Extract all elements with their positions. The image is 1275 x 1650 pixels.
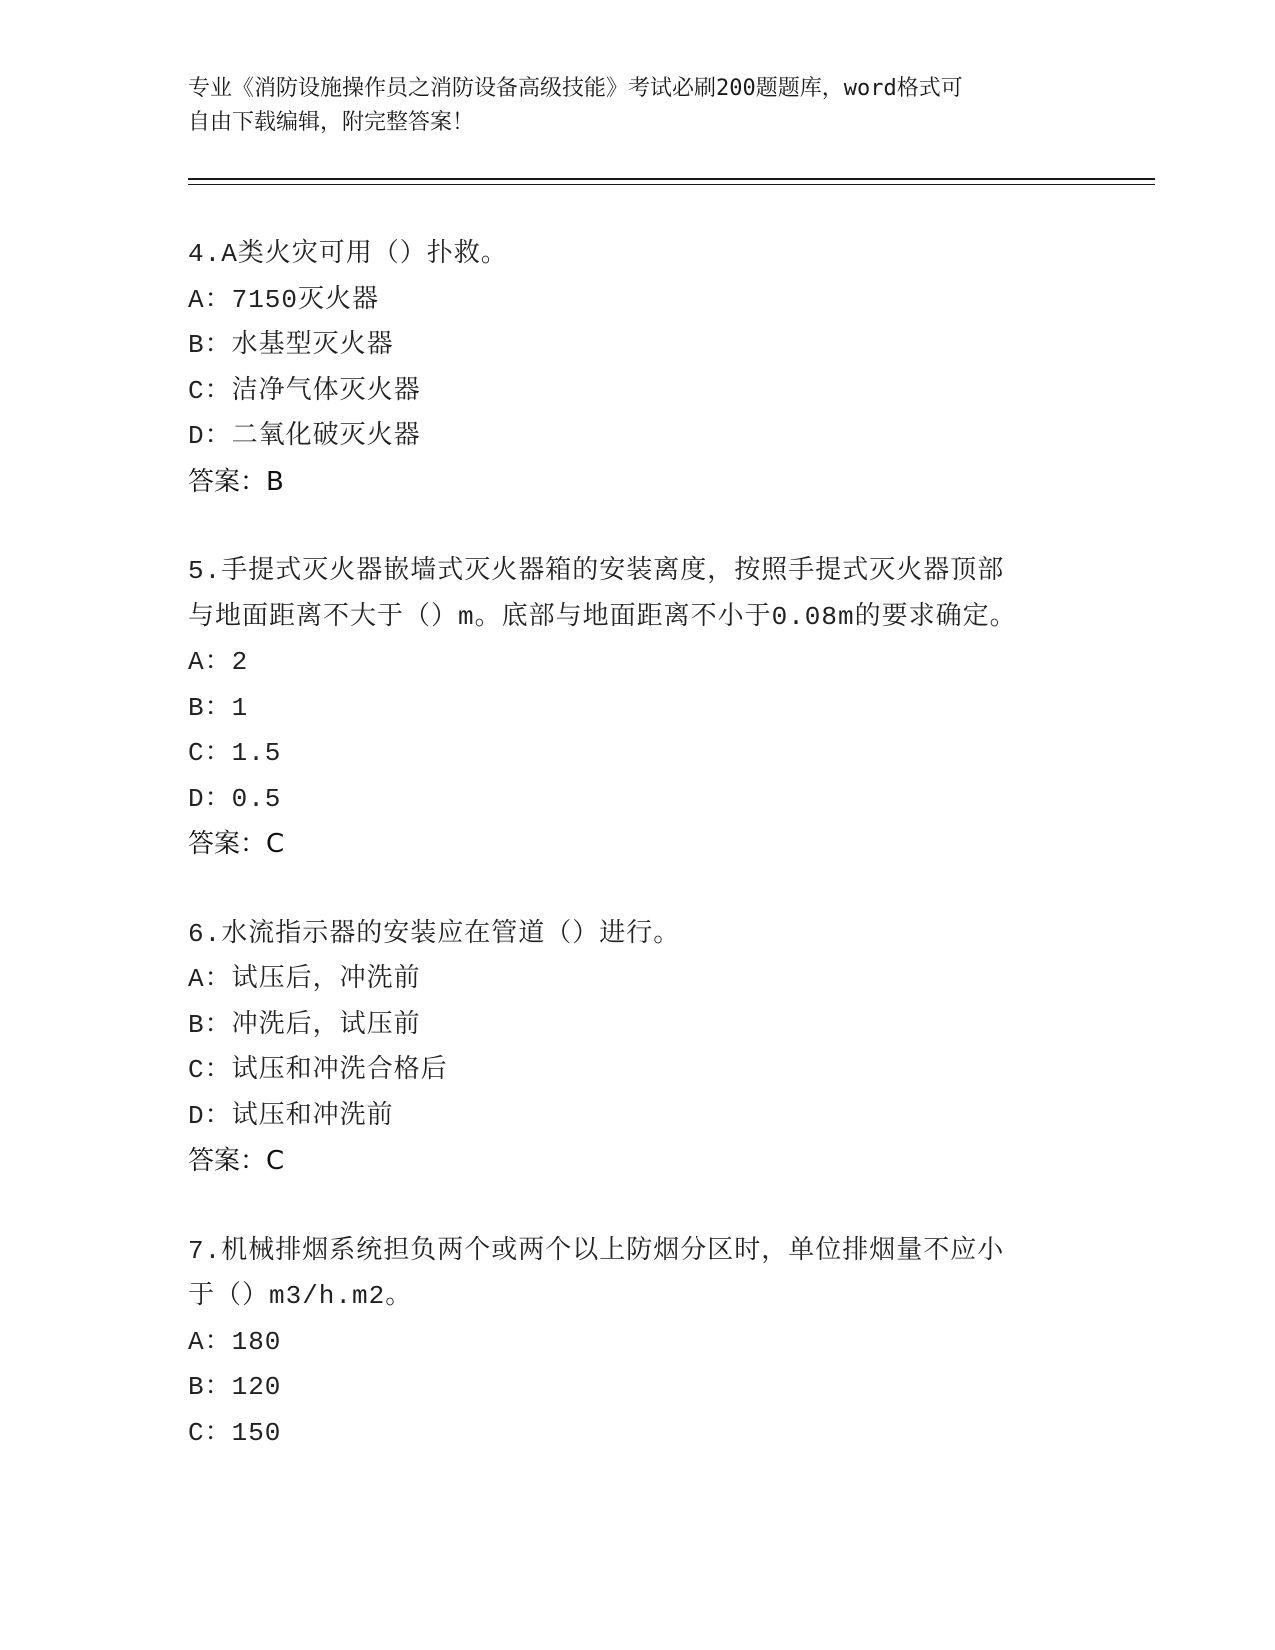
question-stem: 6.水流指示器的安装应在管道（）进行。: [188, 918, 681, 949]
answer-line: 答案：C: [188, 829, 285, 859]
spacer: [188, 1185, 1088, 1229]
question-4: [188, 232, 1088, 505]
header-divider-thin: [188, 184, 1155, 185]
option-a: A：2: [188, 647, 249, 677]
spacer: [188, 505, 1088, 549]
answer-line: 答案：C: [188, 1146, 285, 1176]
question-stem-continued: 于（）m3/h.m2。: [188, 1281, 413, 1311]
question-5: [188, 549, 1088, 868]
option-d: D：二氧化破灭火器: [188, 421, 421, 451]
header-divider-thick: [188, 178, 1155, 180]
question-7: [188, 1229, 1088, 1457]
question-stem: 7.机械排烟系统担负两个或两个以上防烟分区时，单位排烟量不应小: [188, 1235, 1005, 1266]
option-c: C：洁净气体灭火器: [188, 375, 421, 406]
option-c: C：1.5: [188, 738, 282, 768]
spacer: [188, 868, 1088, 912]
header-line-1: 专业《消防设施操作员之消防设备高级技能》考试必刷200题题库，word格式可: [188, 76, 963, 101]
option-d: D：0.5: [188, 783, 282, 814]
question-stem-continued: 与地面距离不大于（）m。底部与地面距离不小于0.08m的要求确定。: [188, 601, 1017, 632]
question-list: [188, 232, 1088, 1456]
option-b: B：1: [188, 692, 249, 723]
document-header: [188, 72, 1088, 140]
question-stem: 5.手提式灭火器嵌墙式灭火器箱的安装离度，按照手提式灭火器顶部: [188, 556, 1005, 586]
option-a: A：180: [188, 1326, 282, 1357]
option-c: C：150: [188, 1417, 282, 1448]
header-line-2: 自由下载编辑，附完整答案！: [188, 110, 475, 135]
option-b: B：冲洗后，试压前: [188, 1009, 421, 1040]
option-a: A：试压后，冲洗前: [188, 964, 421, 994]
option-b: B：120: [188, 1372, 282, 1402]
question-stem: 4.A类火灾可用（）扑救。: [188, 239, 508, 269]
option-c: C：试压和冲洗合格后: [188, 1055, 448, 1085]
option-a: A：7150灭火器: [188, 284, 380, 315]
option-d: D：试压和冲洗前: [188, 1100, 394, 1131]
answer-line: 答案：B: [188, 466, 284, 497]
option-b: B：水基型灭火器: [188, 330, 394, 360]
question-6: [188, 912, 1088, 1185]
